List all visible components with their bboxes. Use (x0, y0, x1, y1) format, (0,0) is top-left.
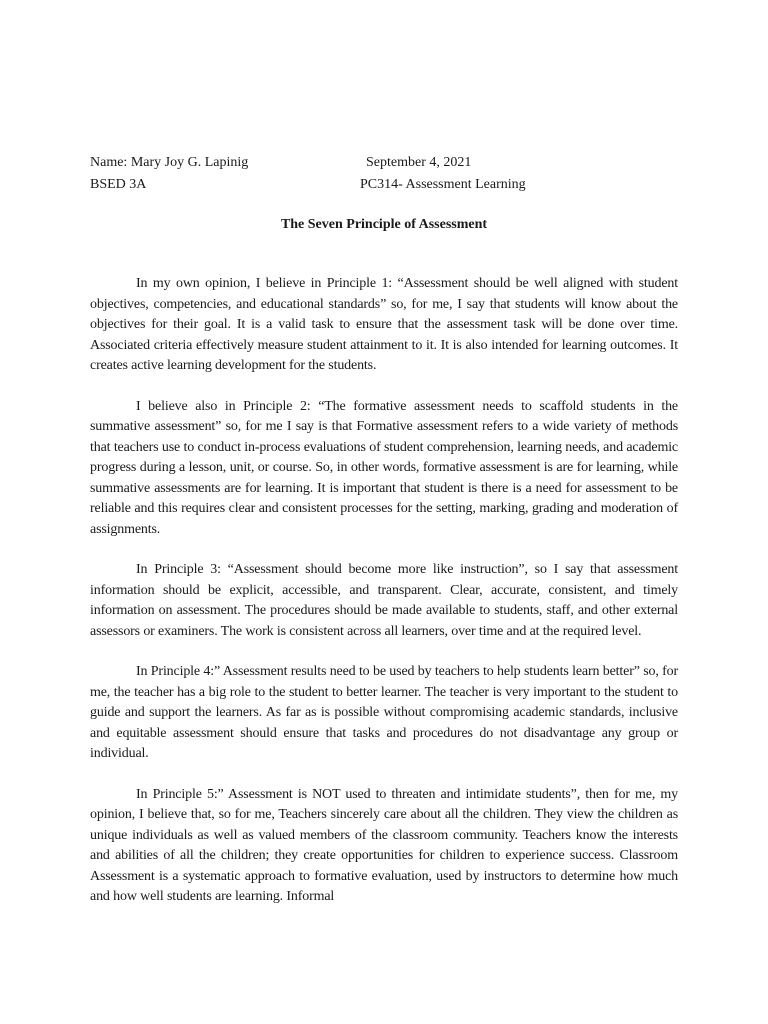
student-section: BSED 3A (90, 177, 147, 192)
header-row-name-date (90, 155, 472, 171)
paragraph-principle-4: In Principle 4:” Assessment results need to be used by teachers to help students learn better” so, for me, the teacher has a big role to the student to better learner. The teacher is very important to the student to guide and support the learners. As far as is possible without compromising academic standards, inclusive and equitable assessment should ensure that tasks and procedures do not disadvantage any group or individual. (90, 664, 678, 761)
course-code: PC314- Assessment Learning (360, 177, 526, 192)
paragraph-principle-3: In Principle 3: “Assessment should become more like instruction”, so I say that assessment information should be explicit, accessible, and transparent. Clear, accurate, consistent, and timely information on assessment. The procedures should be made available to students, staff, and other external assessors or examiners. The work is consistent across all learners, over time and at the required level. (90, 562, 678, 639)
paragraph-principle-5: In Principle 5:” Assessment is NOT used to threaten and intimidate students”, then for me, my opinion, I believe that, so for me, Teachers sincerely care about all the children. They view the children as unique individuals as well as valued members of the classroom community. Teachers know the interests and abilities of all the children; they create opportunities for children to experience success. Classroom Assessment is a systematic approach to formative evaluation, used by instructors to determine how much and how well students are learning. Informal (90, 786, 678, 904)
document-body (90, 274, 678, 928)
paragraph-principle-2: I believe also in Principle 2: “The formative assessment needs to scaffold students in the summative assessment” so, for me I say is that Formative assessment refers to a wide variety of methods that teachers use to conduct in-process evaluations of student comprehension, learning needs, and academic progress during a lesson, unit, or course. So, in other words, formative assessment is are for learning, while summative assessments are for learning. It is important that student is there is a need for assessment to be reliable and this requires clear and consistent processes for the setting, marking, grading and moderation of assignments. (90, 398, 678, 537)
submission-date: September 4, 2021 (366, 155, 472, 170)
student-name: Name: Mary Joy G. Lapinig (90, 155, 249, 170)
header-row-section-course (90, 177, 526, 193)
document-title: The Seven Principle of Assessment (280, 217, 488, 232)
paragraph-principle-1: In my own opinion, I believe in Principle 1: “Assessment should be well aligned with student objectives, competencies, and educational standards” so, for me, I say that students will know about the objectives for their goal. It is a valid task to ensure that the assessment task will be done over time. Associated criteria effectively measure student attainment to it. It is also intended for learning outcomes. It creates active learning development for the students. (90, 276, 678, 373)
